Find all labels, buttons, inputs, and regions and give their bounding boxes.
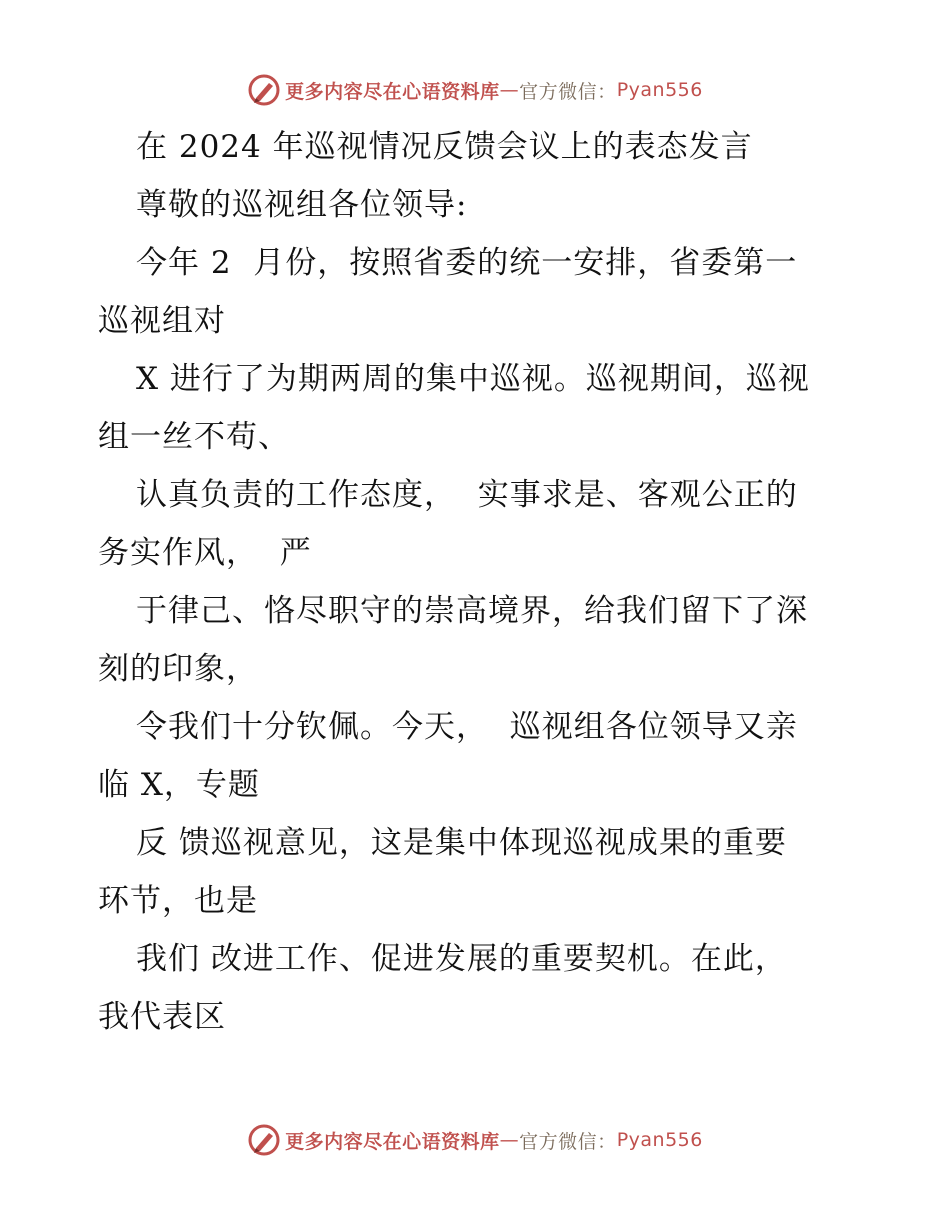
watermark-wechat-id: Pyan556 xyxy=(616,79,703,101)
header-watermark xyxy=(0,70,950,110)
document-body xyxy=(98,118,858,1046)
footer-watermark xyxy=(0,1120,950,1160)
text-line: 我们 改进工作、促进发展的重要契机。在此， xyxy=(136,941,787,977)
pen-logo-icon xyxy=(247,1123,281,1157)
watermark-sub-text: 官方微信： xyxy=(519,80,617,103)
text-line: 我代表区 xyxy=(98,999,226,1035)
watermark-dash: — xyxy=(499,1129,520,1151)
text-line: X 进行了为期两周的集中巡视。巡视期间，巡视 xyxy=(136,361,810,397)
pen-logo-icon xyxy=(247,73,281,107)
watermark-wechat-id: Pyan556 xyxy=(616,1129,703,1151)
watermark-main-text: 更多内容尽在心语资料库 xyxy=(285,1130,500,1153)
text-line: 环节，也是 xyxy=(98,883,258,919)
text-line: 巡视组对 xyxy=(98,303,226,339)
watermark-main-text: 更多内容尽在心语资料库 xyxy=(285,80,500,103)
text-line: 尊敬的巡视组各位领导: xyxy=(136,187,468,223)
text-line: 组一丝不苟、 xyxy=(98,419,290,455)
text-line: 刻的印象， xyxy=(98,651,258,687)
text-line: 反 馈巡视意见，这是集中体现巡视成果的重要 xyxy=(136,825,787,861)
text-line: 今年 2 月份，按照省委的统一安排，省委第一 xyxy=(136,245,798,281)
text-line: 临 X，专题 xyxy=(98,767,260,803)
watermark-sub-text: 官方微信： xyxy=(519,1130,617,1153)
text-line: 于律己、恪尽职守的崇高境界，给我们留下了深 xyxy=(136,593,808,629)
document-title: 在 2024 年巡视情况反馈会议上的表态发言 xyxy=(136,129,753,165)
text-line: 令我们十分钦佩。今天， 巡视组各位领导又亲 xyxy=(136,709,798,745)
text-line: 认真负责的工作态度， 实事求是、客观公正的 xyxy=(136,477,798,513)
watermark-dash: — xyxy=(499,79,520,101)
text-line: 务实作风， 严 xyxy=(98,535,312,571)
